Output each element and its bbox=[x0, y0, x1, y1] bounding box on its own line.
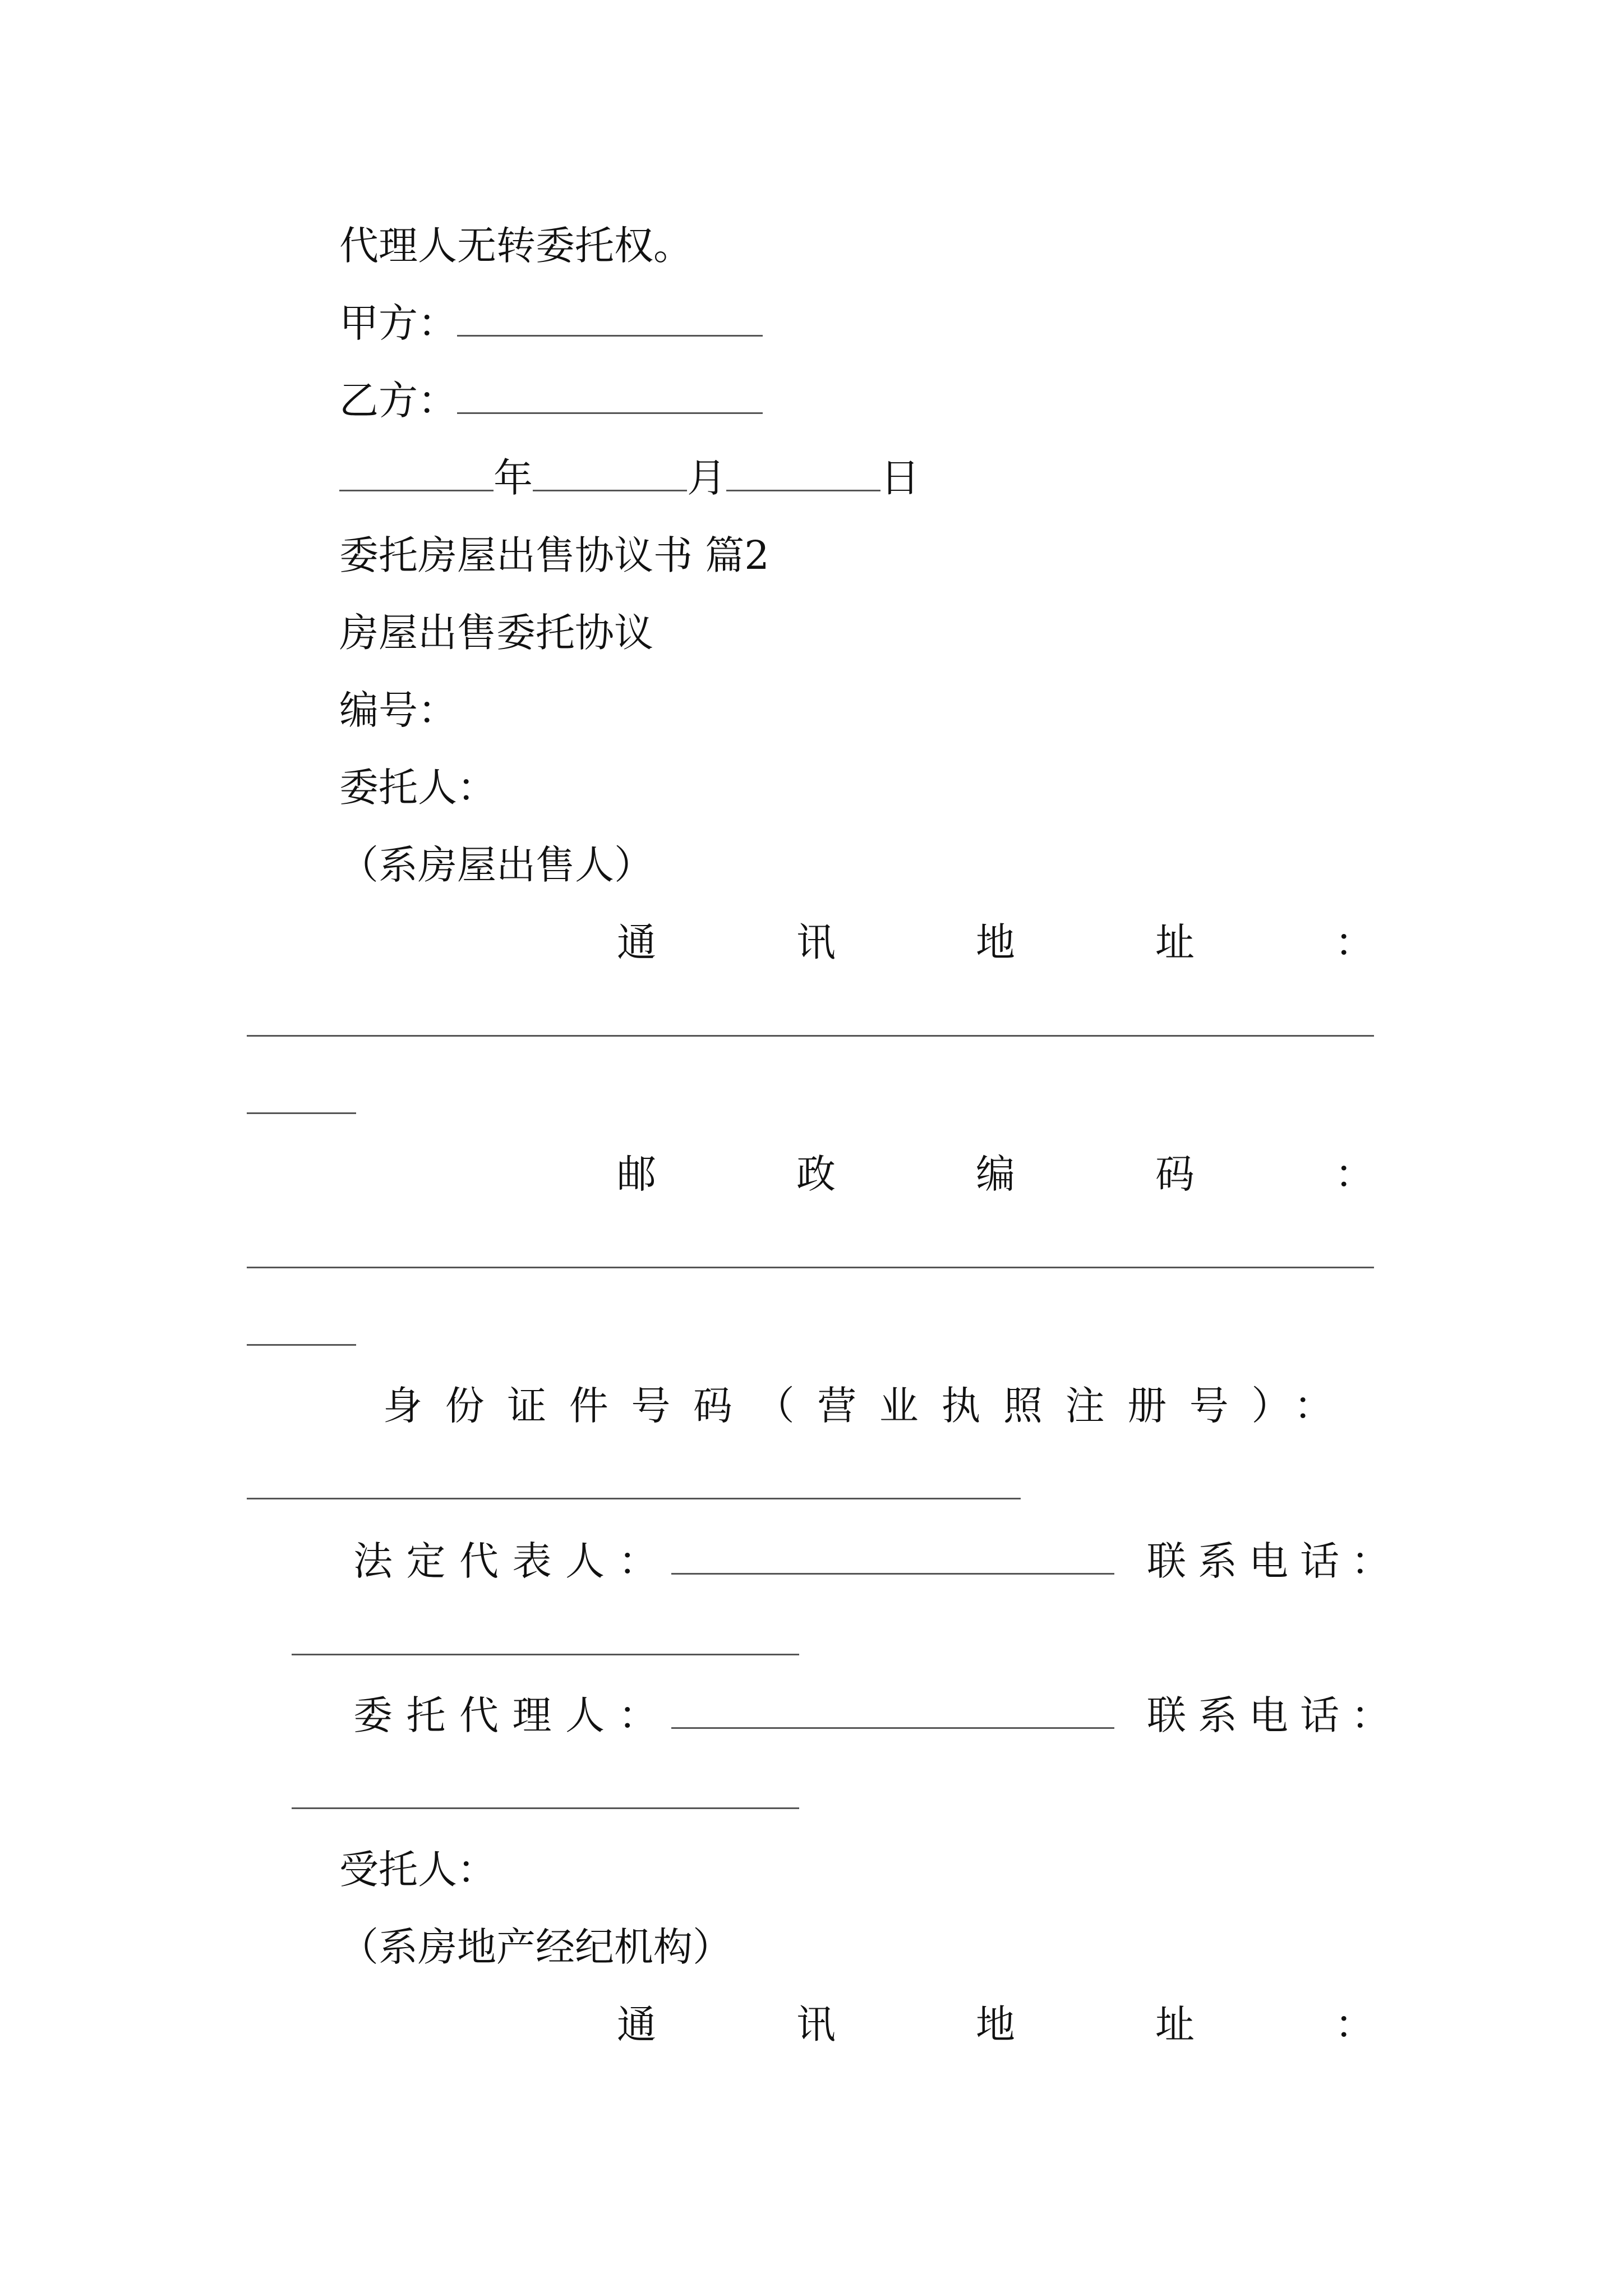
address-char: 讯 bbox=[796, 2001, 836, 2047]
party-b-field[interactable] bbox=[457, 379, 763, 414]
day-field[interactable] bbox=[726, 456, 880, 491]
trustee-label: 受托人： bbox=[339, 1847, 496, 1893]
legal-rep-label: 法定代表人： bbox=[353, 1538, 671, 1584]
phone-label-2: 联系电话： bbox=[1147, 1692, 1402, 1738]
party-a-label: 甲方： bbox=[339, 300, 457, 346]
phone-label-1: 联系电话： bbox=[1147, 1538, 1402, 1584]
party-a-line bbox=[339, 296, 763, 350]
address-char: 地 bbox=[976, 2001, 1015, 2047]
trustee-address-label bbox=[617, 1998, 1374, 2051]
phone-field-1[interactable] bbox=[292, 1654, 799, 1655]
party-b-line bbox=[339, 374, 763, 427]
address-char: 址 bbox=[1155, 2001, 1195, 2047]
no-subdelegation-text: 代理人无转委托权。 bbox=[339, 223, 693, 269]
address-char: 讯 bbox=[796, 919, 836, 965]
phone-field-2[interactable] bbox=[292, 1807, 799, 1809]
postcode-char: 邮 bbox=[617, 1151, 656, 1197]
id-number-label: 身份证件号码（营业执照注册号）： bbox=[383, 1383, 1356, 1429]
address-char: 通 bbox=[617, 2001, 656, 2047]
party-b-label: 乙方： bbox=[339, 378, 457, 424]
month-label: 月 bbox=[687, 455, 726, 501]
address-char: ： bbox=[1335, 2001, 1374, 2047]
agent-field[interactable] bbox=[671, 1694, 1114, 1729]
address-char: 通 bbox=[617, 919, 656, 965]
principal-label: 委托人： bbox=[339, 765, 496, 811]
year-label: 年 bbox=[494, 455, 533, 501]
address-field-line-1[interactable] bbox=[247, 1035, 1374, 1037]
number-label: 编号： bbox=[339, 687, 457, 733]
trustee-note: （系房地产经纪机构） bbox=[339, 1924, 732, 1970]
legal-rep-line bbox=[353, 1534, 1114, 1588]
postcode-char: 政 bbox=[796, 1151, 836, 1197]
address-field-line-2[interactable] bbox=[247, 1112, 356, 1114]
day-label: 日 bbox=[880, 455, 920, 501]
address-label bbox=[617, 915, 1374, 969]
agent-label: 委托代理人： bbox=[353, 1692, 671, 1738]
address-char: 址 bbox=[1155, 919, 1195, 965]
document-title: 房屋出售委托协议 bbox=[339, 610, 653, 656]
party-a-field[interactable] bbox=[457, 301, 763, 337]
postcode-field-line-2[interactable] bbox=[247, 1344, 356, 1346]
legal-rep-field[interactable] bbox=[671, 1539, 1114, 1575]
date-line bbox=[339, 451, 920, 505]
postcode-char: 编 bbox=[976, 1151, 1015, 1197]
postcode-char: ： bbox=[1335, 1151, 1374, 1197]
address-char: ： bbox=[1335, 919, 1374, 965]
month-field[interactable] bbox=[533, 456, 687, 491]
id-number-field[interactable] bbox=[247, 1498, 1021, 1499]
agent-line bbox=[353, 1688, 1114, 1742]
postcode-char: 码 bbox=[1155, 1151, 1195, 1197]
year-field[interactable] bbox=[339, 456, 494, 491]
section-title: 委托房屋出售协议书 篇2 bbox=[339, 532, 769, 578]
principal-note: （系房屋出售人） bbox=[339, 842, 653, 888]
postcode-label bbox=[617, 1147, 1374, 1201]
postcode-field-line-1[interactable] bbox=[247, 1267, 1374, 1268]
address-char: 地 bbox=[976, 919, 1015, 965]
